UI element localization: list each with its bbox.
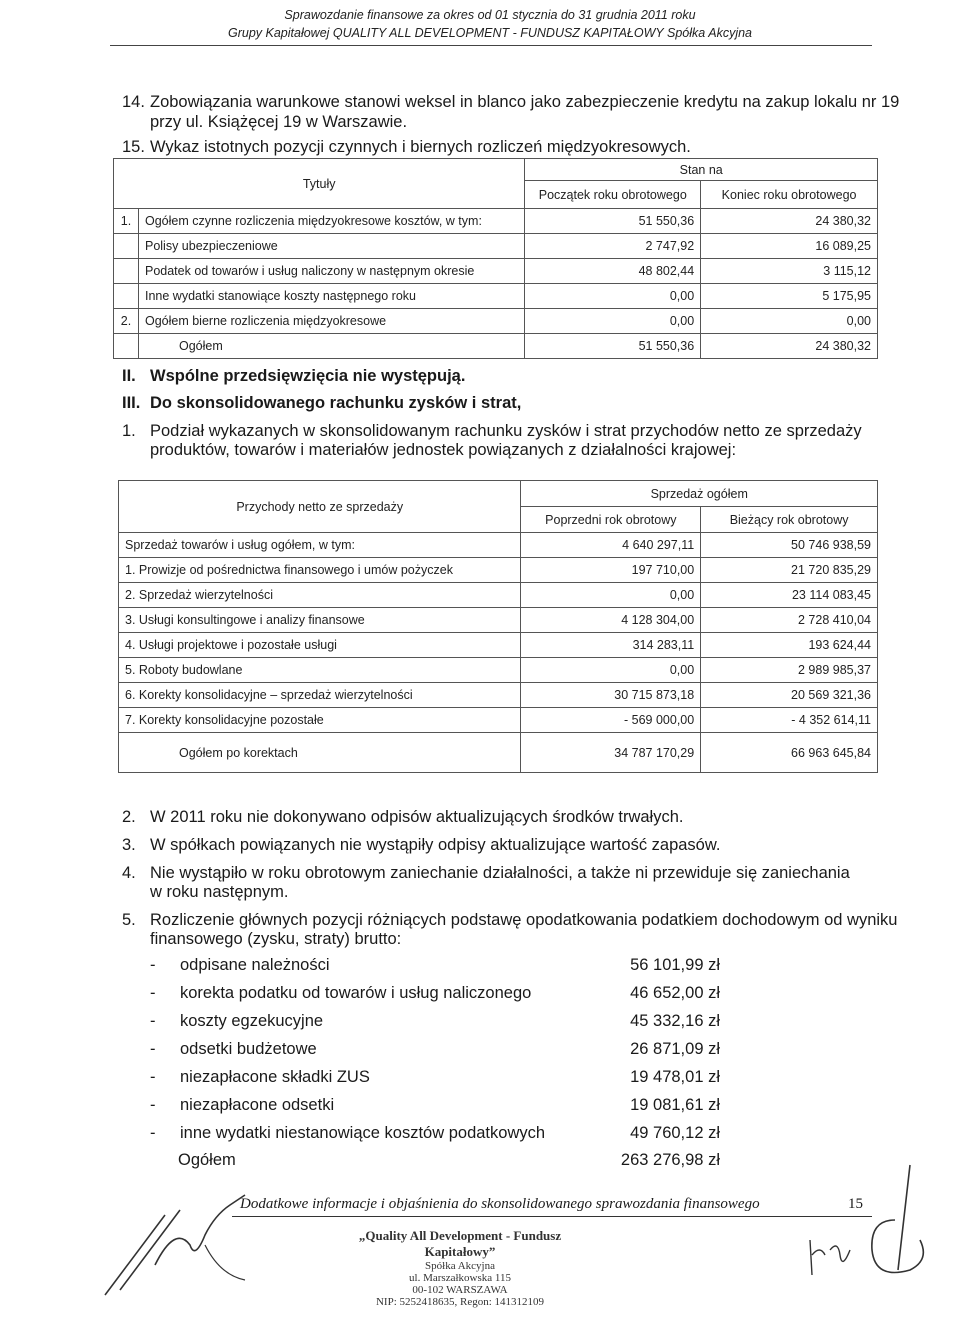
list-value: 26 871,09 zł	[630, 1040, 720, 1058]
point-5-line-1: Rozliczenie głównych pozycji różniących podstawę opodatkowania podatkiem dochodowym od wyniku	[150, 911, 898, 929]
list-dash: -	[150, 1096, 156, 1114]
table-row	[119, 583, 878, 608]
row-label: Sprzedaż towarów i usług ogółem, w tym:	[119, 533, 521, 558]
list-label: inne wydatki niestanowiące kosztów podatkowych	[180, 1124, 546, 1142]
total-prev: 34 787 170,29	[521, 733, 701, 773]
stamp-line-2: Spółka Akcyjna	[425, 1260, 495, 1272]
footer-text: Dodatkowe informacje i objaśnienia do skonsolidowanego sprawozdania finansowego	[240, 1196, 760, 1212]
list-dash: -	[150, 1012, 156, 1030]
row-label: Ogółem	[138, 334, 524, 359]
list-label: niezapłacone składki ZUS	[180, 1068, 370, 1086]
list-item	[150, 984, 720, 1008]
row-curr: - 4 352 614,11	[701, 708, 878, 733]
row-prev: 4 128 304,00	[521, 608, 701, 633]
table-row	[114, 309, 878, 334]
row-prev: 0,00	[521, 658, 701, 683]
row-label: Ogółem czynne rozliczenia międzyokresowe kosztów, w tym:	[138, 209, 524, 234]
list-value: 56 101,99 zł	[630, 956, 720, 974]
list-label: koszty egzekucyjne	[180, 1012, 324, 1030]
page-number: 15	[848, 1196, 863, 1212]
stamp-line-3: ul. Marszałkowska 115	[409, 1272, 511, 1284]
col-group-sales: Sprzedaż ogółem	[521, 481, 878, 507]
list-item	[150, 1040, 720, 1064]
row-prev: 0,00	[521, 583, 701, 608]
sales-table	[118, 480, 878, 773]
row-curr: 193 624,44	[701, 633, 878, 658]
row-label: 7. Korekty konsolidacyjne pozostałe	[119, 708, 521, 733]
list-value: 45 332,16 zł	[630, 1012, 720, 1030]
list-item	[150, 1124, 720, 1148]
row-label: 2. Sprzedaż wierzytelności	[119, 583, 521, 608]
table-row	[119, 608, 878, 633]
total-label: Ogółem po korektach	[119, 733, 521, 773]
row-end: 5 175,95	[701, 284, 878, 309]
point-2-number: 2.	[122, 808, 136, 826]
section-3-number: III.	[122, 394, 141, 412]
header-rule	[110, 45, 872, 46]
row-curr: 2 989 985,37	[701, 658, 878, 683]
accruals-table	[113, 158, 878, 359]
list-dash: -	[150, 956, 156, 974]
row-start: 0,00	[525, 309, 701, 334]
row-label: 6. Korekty konsolidacyjne – sprzedaż wierzytelności	[119, 683, 521, 708]
section-2-number: II.	[122, 367, 136, 385]
list-item	[150, 1012, 720, 1036]
col-start: Początek roku obrotowego	[525, 181, 701, 209]
row-end: 24 380,32	[701, 209, 878, 234]
row-label: Ogółem bierne rozliczenia międzyokresowe	[138, 309, 524, 334]
row-prev: 314 283,11	[521, 633, 701, 658]
section-2-text: Wspólne przedsięwzięcia nie występują.	[150, 367, 466, 385]
list-item	[150, 956, 720, 980]
header-line-1: Sprawozdanie finansowe za okres od 01 stycznia do 31 grudnia 2011 roku	[284, 8, 696, 22]
row-label: Podatek od towarów i usług naliczony w następnym okresie	[138, 259, 524, 284]
list-dash: -	[150, 1124, 156, 1142]
header-line-2: Grupy Kapitałowej QUALITY ALL DEVELOPMENT - FUNDUSZ KAPITAŁOWY Spółka Akcyjna	[227, 26, 753, 40]
row-end: 24 380,32	[701, 334, 878, 359]
table-row	[119, 658, 878, 683]
row-end: 0,00	[701, 309, 878, 334]
row-curr: 50 746 938,59	[701, 533, 878, 558]
point-1-line-2: produktów, towarów i materiałów jednostek powiązanych z działalności krajowej:	[150, 441, 737, 459]
point-5-number: 5.	[122, 911, 136, 929]
list-total	[178, 1151, 720, 1175]
item-14-line-1: Zobowiązania warunkowe stanowi weksel in blanco jako zabezpieczenie kredytu na zakup lokalu nr 19	[150, 93, 900, 111]
list-value: 19 081,61 zł	[630, 1096, 720, 1114]
col-curr-year: Bieżący rok obrotowy	[701, 507, 878, 533]
list-label: korekta podatku od towarów i usług naliczonego	[180, 984, 532, 1002]
col-group-stan: Stan na	[525, 159, 878, 181]
list-label: niezapłacone odsetki	[180, 1096, 335, 1114]
row-start: 0,00	[525, 284, 701, 309]
row-no	[114, 259, 139, 284]
list-value: 19 478,01 zł	[630, 1068, 720, 1086]
table-total-row	[114, 334, 878, 359]
point-4-number: 4.	[122, 864, 136, 882]
row-start: 51 550,36	[525, 209, 701, 234]
list-label: odpisane należności	[180, 956, 330, 974]
col-end: Koniec roku obrotowego	[701, 181, 878, 209]
item-14-line-2: przy ul. Książęcej 19 w Warszawie.	[150, 113, 408, 131]
row-prev: - 569 000,00	[521, 708, 701, 733]
point-4-line-2: w roku następnym.	[150, 883, 289, 901]
row-label: 3. Usługi konsultingowe i analizy finansowe	[119, 608, 521, 633]
row-no: 2.	[114, 309, 139, 334]
table-total-row	[119, 733, 878, 773]
stamp-line-1: „Quality All Development - Fundusz Kapitałowy”	[358, 1228, 562, 1259]
list-dash: -	[150, 1040, 156, 1058]
row-no	[114, 334, 139, 359]
row-prev: 4 640 297,11	[521, 533, 701, 558]
row-curr: 23 114 083,45	[701, 583, 878, 608]
item-15-text: Wykaz istotnych pozycji czynnych i biernych rozliczeń międzyokresowych.	[150, 138, 691, 156]
table-row	[119, 683, 878, 708]
row-prev: 30 715 873,18	[521, 683, 701, 708]
row-curr: 20 569 321,36	[701, 683, 878, 708]
col-sales-label: Przychody netto ze sprzedaży	[119, 481, 521, 533]
list-label: odsetki budżetowe	[180, 1040, 317, 1058]
row-end: 3 115,12	[701, 259, 878, 284]
table-row	[119, 558, 878, 583]
table-row	[114, 284, 878, 309]
point-5-line-2: finansowego (zysku, straty) brutto:	[150, 930, 402, 948]
row-label: 4. Usługi projektowe i pozostałe usługi	[119, 633, 521, 658]
row-label: Inne wydatki stanowiące koszty następnego roku	[138, 284, 524, 309]
row-no: 1.	[114, 209, 139, 234]
point-4-line-1: Nie wystąpiło w roku obrotowym zaniechanie działalności, a także ni przewiduje się zaniechania	[150, 864, 850, 882]
table-row	[114, 234, 878, 259]
stamp-line-4: 00-102 WARSZAWA	[412, 1284, 508, 1296]
row-end: 16 089,25	[701, 234, 878, 259]
signature-right-icon	[800, 1160, 940, 1290]
row-curr: 21 720 835,29	[701, 558, 878, 583]
list-value: 49 760,12 zł	[630, 1124, 720, 1142]
section-3-text: Do skonsolidowanego rachunku zysków i strat,	[150, 394, 522, 412]
item-14-number: 14.	[122, 93, 145, 111]
row-start: 2 747,92	[525, 234, 701, 259]
row-start: 51 550,36	[525, 334, 701, 359]
row-label: 1. Prowizje od pośrednictwa finansowego i umów pożyczek	[119, 558, 521, 583]
list-item	[150, 1096, 720, 1120]
list-total-value: 263 276,98 zł	[620, 1151, 720, 1169]
stamp-line-5: NIP: 5252418635, Regon: 141312109	[375, 1296, 545, 1308]
row-no	[114, 284, 139, 309]
row-start: 48 802,44	[525, 259, 701, 284]
footer-rule	[232, 1216, 872, 1217]
point-3-text: W spółkach powiązanych nie wystąpiły odpisy aktualizujące wartość zapasów.	[150, 836, 721, 854]
list-item	[150, 1068, 720, 1092]
list-dash: -	[150, 1068, 156, 1086]
row-prev: 197 710,00	[521, 558, 701, 583]
point-1-line-1: Podział wykazanych w skonsolidowanym rachunku zysków i strat przychodów netto ze sprzedaży	[150, 422, 862, 440]
table-row	[114, 209, 878, 234]
col-titles: Tytuły	[114, 159, 525, 209]
table-row	[119, 708, 878, 733]
item-15-number: 15.	[122, 138, 145, 156]
company-stamp	[345, 1228, 575, 1308]
list-value: 46 652,00 zł	[630, 984, 720, 1002]
list-total-label: Ogółem	[178, 1151, 236, 1169]
total-curr: 66 963 645,84	[701, 733, 878, 773]
signature-left-icon	[95, 1185, 265, 1300]
row-label: 5. Roboty budowlane	[119, 658, 521, 683]
point-3-number: 3.	[122, 836, 136, 854]
list-dash: -	[150, 984, 156, 1002]
row-no	[114, 234, 139, 259]
col-prev-year: Poprzedni rok obrotowy	[521, 507, 701, 533]
row-label: Polisy ubezpieczeniowe	[138, 234, 524, 259]
table-row	[119, 633, 878, 658]
table-row	[119, 533, 878, 558]
row-curr: 2 728 410,04	[701, 608, 878, 633]
point-1-number: 1.	[122, 422, 136, 440]
point-2-text: W 2011 roku nie dokonywano odpisów aktualizujących środków trwałych.	[150, 808, 684, 826]
table-row	[114, 259, 878, 284]
